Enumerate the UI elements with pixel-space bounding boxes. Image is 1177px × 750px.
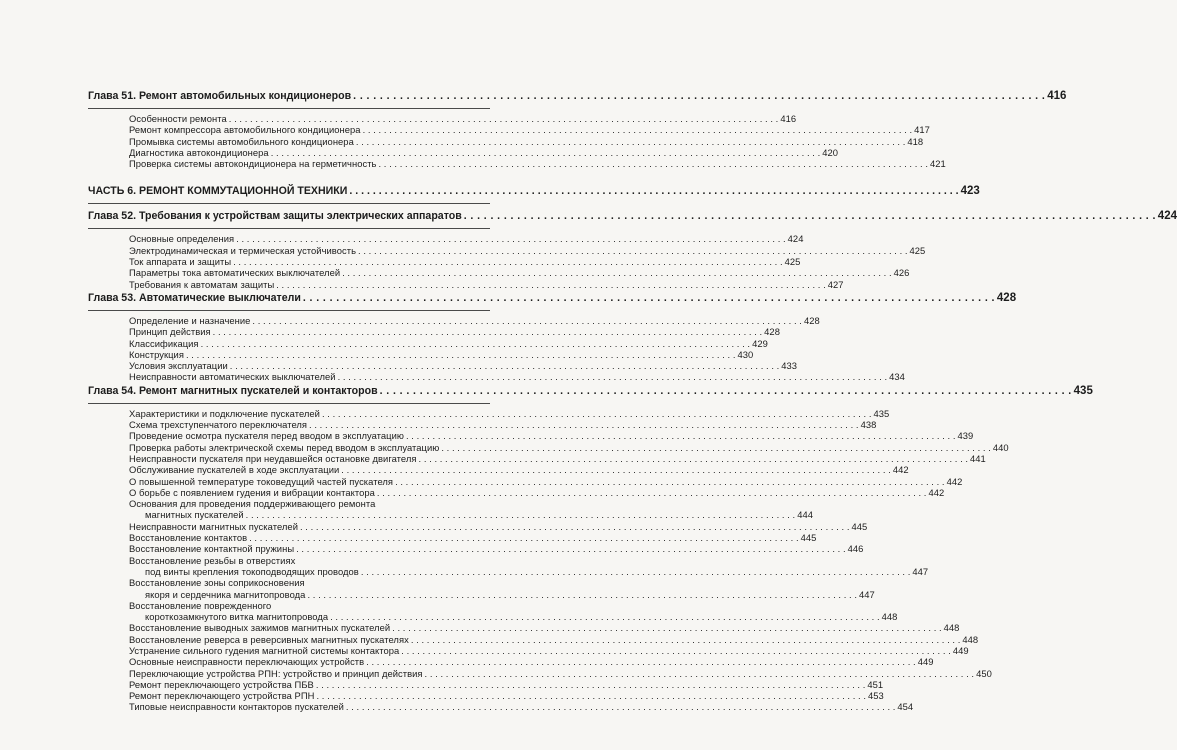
toc-entry[interactable]	[88, 371, 905, 383]
heading-title: Глава 52. Требования к устройствам защиты электрических аппаратов	[88, 210, 462, 223]
entry-title: под винты крепления токоподводящих проводов	[145, 565, 359, 577]
divider	[88, 310, 490, 311]
toc-entry[interactable]	[88, 158, 946, 170]
page-number: 446	[847, 543, 864, 555]
divider	[88, 228, 490, 229]
dot-leader	[380, 383, 1072, 400]
toc-entry[interactable]	[88, 543, 864, 555]
dot-leader	[358, 245, 908, 256]
page-number: 450	[976, 667, 992, 679]
divider	[88, 108, 490, 109]
page-number: 429	[752, 337, 768, 349]
toc-entry[interactable]	[88, 124, 930, 136]
entry-title: Основные определения	[129, 233, 235, 245]
dot-leader	[252, 315, 802, 326]
toc-entry[interactable]	[88, 464, 909, 476]
toc-entry[interactable]	[88, 278, 844, 290]
entry-title: Схема трехступенчатого переключателя	[129, 419, 308, 431]
dot-leader	[377, 487, 927, 498]
page-number: 428	[764, 326, 780, 338]
page-number: 448	[881, 611, 898, 623]
toc-entry[interactable]	[88, 452, 986, 464]
page-number: 433	[781, 360, 798, 372]
page-number: 439	[957, 430, 974, 442]
dot-leader	[425, 668, 975, 679]
heading-title: Глава 53. Автоматические выключатели	[88, 291, 301, 304]
dot-leader	[233, 256, 783, 267]
toc-entry[interactable]	[88, 532, 817, 544]
entry-title: Основания для проведения поддерживающего ремонта	[129, 498, 376, 510]
entry-title: Особенности ремонта	[129, 113, 227, 124]
entry-title: Проверка системы автокондиционера на герметичность	[129, 158, 377, 170]
dot-leader	[271, 147, 821, 158]
entry-title: Основные неисправности переключающих устройств	[129, 656, 365, 668]
dot-leader	[401, 645, 951, 656]
toc-entry[interactable]	[88, 678, 884, 690]
dot-leader	[316, 679, 866, 690]
dot-leader	[419, 453, 969, 464]
toc-entry[interactable]	[88, 520, 868, 532]
toc-entry[interactable]	[88, 135, 924, 147]
entry-title: Характеристики и подключение пускателей	[129, 407, 320, 419]
dot-leader	[363, 124, 913, 135]
entry-title: Восстановление контактов	[129, 532, 248, 544]
dot-leader	[249, 532, 799, 543]
dot-leader	[349, 183, 958, 200]
page-number: 440	[992, 441, 1009, 453]
toc-entry[interactable]	[88, 419, 877, 431]
dot-leader	[276, 279, 826, 290]
page-number: 442	[946, 475, 963, 487]
entry-title: Электродинамическая и термическая устойчивость	[129, 244, 357, 256]
page-number: 420	[822, 146, 839, 158]
entry-title: Неисправности магнитных пускателей	[129, 520, 298, 532]
dot-leader	[392, 622, 942, 633]
entry-title: Проверка работы электрической схемы перед вводом в эксплуатацию	[129, 441, 440, 453]
toc-entry[interactable]	[88, 633, 979, 645]
page-number: 447	[912, 565, 929, 577]
page-number: 434	[889, 371, 905, 383]
page-number: 416	[1047, 90, 1067, 102]
page-number: 449	[952, 644, 969, 656]
entry-title: Ток аппарата и защиты	[129, 256, 232, 268]
entry-title: Параметры тока автоматических выключателей	[129, 267, 341, 279]
toc-entry[interactable]	[88, 244, 926, 256]
divider	[88, 403, 490, 404]
dot-leader	[356, 136, 906, 147]
page-number: 451	[867, 678, 884, 690]
toc-entry[interactable]	[88, 146, 839, 158]
entry-title: Требования к автоматам защиты	[129, 278, 275, 290]
page-number: 441	[970, 452, 986, 464]
entry-title: Неисправности автоматических выключателей	[129, 371, 336, 383]
page-number: 424	[1157, 210, 1177, 223]
entry-title: Неисправности пускателя при неудавшейся остановке двигателя	[129, 452, 417, 464]
dot-leader	[341, 464, 891, 475]
entry-title: О повышенной температуре токоведущий частей пускателя	[129, 475, 394, 487]
heading-title: Глава 54. Ремонт магнитных пускателей и контакторов	[88, 384, 378, 397]
dot-leader	[342, 267, 892, 278]
toc-entry[interactable]	[88, 622, 960, 634]
page-number: 442	[892, 464, 909, 476]
toc-entry[interactable]	[88, 555, 490, 566]
dot-leader	[441, 442, 991, 453]
entry-title: Обслуживание пускателей в ходе эксплуатации	[129, 464, 340, 476]
toc-entry[interactable]	[88, 441, 1009, 453]
entry-title: Ремонт переключающего устройства ПБВ	[129, 678, 314, 690]
entry-title: якоря и сердечника магнитопровода	[145, 588, 306, 600]
page-number: 428	[996, 291, 1017, 304]
chapter-heading[interactable]	[88, 208, 1177, 225]
page-number: 430	[737, 348, 754, 360]
toc-entry[interactable]	[88, 509, 813, 521]
entry-title: Условия эксплуатации	[129, 360, 228, 372]
page-number: 445	[851, 520, 868, 532]
toc-entry[interactable]	[88, 348, 754, 360]
dot-leader	[230, 360, 780, 371]
page-number: 435	[1073, 384, 1093, 397]
page-number: 449	[917, 656, 934, 668]
entry-title: Восстановление резьбы в отверстиях	[129, 554, 296, 566]
toc-entry[interactable]	[88, 565, 929, 577]
toc-entry[interactable]	[88, 611, 898, 623]
toc-entry[interactable]	[88, 588, 875, 600]
dot-leader	[366, 656, 916, 667]
toc-entry[interactable]	[88, 314, 820, 326]
dot-leader	[229, 113, 779, 124]
page-number: 427	[827, 278, 844, 290]
entry-title: Восстановление контактной пружины	[129, 543, 295, 555]
entry-title: Классификация	[129, 337, 199, 349]
toc-entry[interactable]	[88, 498, 490, 509]
toc-entry[interactable]	[88, 475, 963, 487]
page-number: 428	[803, 314, 820, 326]
page-number: 435	[873, 407, 890, 419]
toc-entry[interactable]	[88, 113, 797, 124]
toc-entry[interactable]	[88, 486, 945, 498]
entry-title: Определение и назначение	[129, 314, 251, 326]
entry-title: Диагностика автокондиционера	[129, 146, 269, 158]
part-heading[interactable]	[88, 183, 980, 200]
page-number: 438	[860, 419, 877, 431]
divider	[88, 203, 490, 204]
chapter-heading[interactable]	[88, 290, 1017, 307]
dot-leader	[353, 88, 1045, 105]
dot-leader	[464, 208, 1156, 225]
dot-leader	[361, 566, 911, 577]
dot-leader	[406, 430, 956, 441]
page-number: 418	[907, 135, 924, 147]
toc-entry[interactable]	[88, 600, 490, 611]
toc-entry[interactable]	[88, 656, 934, 668]
entry-title: Ремонт компрессора автомобильного кондиционера	[129, 124, 361, 136]
dot-leader	[411, 634, 961, 645]
entry-title: Восстановление поврежденного	[129, 599, 272, 611]
entry-title: Восстановление реверса в реверсивных магнитных пускателях	[129, 633, 409, 645]
toc-entry[interactable]	[88, 430, 974, 442]
page-number: 453	[867, 690, 884, 702]
page-number: 444	[797, 509, 813, 521]
toc-entry[interactable]	[88, 701, 914, 713]
dot-leader	[346, 701, 896, 712]
page-number: 442	[928, 486, 945, 498]
dot-leader	[236, 233, 786, 244]
entry-title: Промывка системы автомобильного кондиционера	[129, 135, 354, 147]
dot-leader	[395, 476, 945, 487]
dot-leader	[246, 509, 796, 520]
entry-title: Переключающие устройства РПН: устройство и принцип действия	[129, 667, 423, 679]
toc-entry[interactable]	[88, 267, 910, 279]
entry-title: короткозамкнутого витка магнитопровода	[145, 611, 329, 623]
entry-title: Ремонт переключающего устройства РПН	[129, 690, 315, 702]
toc-entry[interactable]	[88, 326, 780, 338]
entry-title: Проведение осмотра пускателя перед вводом в эксплуатацию	[129, 430, 404, 442]
toc-entry[interactable]	[88, 407, 890, 419]
dot-leader	[296, 543, 846, 554]
entry-title: Принцип действия	[129, 326, 211, 338]
dot-leader	[213, 326, 763, 337]
entry-title: Восстановление выводных зажимов магнитных пускателей	[129, 622, 391, 634]
toc-entry[interactable]	[88, 256, 801, 268]
dot-leader	[338, 371, 888, 382]
dot-leader	[307, 589, 857, 600]
page-number: 417	[914, 124, 930, 136]
entry-title: магнитных пускателей	[145, 509, 244, 521]
toc-entry[interactable]	[88, 690, 884, 702]
dot-leader	[330, 611, 880, 622]
toc-entry[interactable]	[88, 233, 804, 245]
table-of-contents	[88, 88, 1177, 713]
toc-entry[interactable]	[88, 644, 969, 656]
entry-title: Восстановление зоны соприкосновения	[129, 577, 305, 589]
page-number: 421	[930, 158, 946, 170]
page-number: 448	[962, 633, 979, 645]
entry-title: Типовые неисправности контакторов пускателей	[129, 701, 344, 713]
toc-entry[interactable]	[88, 667, 992, 679]
dot-leader	[201, 338, 751, 349]
entry-title: Конструкция	[129, 348, 184, 360]
page-number: 447	[858, 588, 875, 600]
page-number: 445	[800, 532, 817, 544]
entry-title: О борьбе с появлением гудения и вибрации контактора	[129, 486, 375, 498]
dot-leader	[309, 419, 859, 430]
toc-entry[interactable]	[88, 360, 798, 372]
page-number: 416	[780, 113, 797, 124]
page-number: 448	[943, 622, 960, 634]
page-number: 454	[897, 701, 914, 713]
dot-leader	[303, 290, 995, 307]
dot-leader	[379, 158, 929, 169]
heading-title: ЧАСТЬ 6. РЕМОНТ КОММУТАЦИОННОЙ ТЕХНИКИ	[88, 185, 348, 198]
page-number: 426	[893, 267, 910, 279]
page-number: 424	[787, 233, 804, 245]
entry-title: Устранение сильного гудения магнитной системы контактора	[129, 644, 400, 656]
page-number: 425	[784, 256, 801, 268]
dot-leader	[300, 521, 850, 532]
chapter-heading[interactable]	[88, 383, 1093, 400]
dot-leader	[316, 690, 866, 701]
toc-entry[interactable]	[88, 337, 768, 349]
heading-title: Глава 51. Ремонт автомобильных кондиционеров	[88, 90, 352, 102]
dot-leader	[186, 349, 736, 360]
toc-entry[interactable]	[88, 577, 490, 588]
chapter-heading[interactable]	[88, 88, 1067, 105]
page-number: 425	[909, 244, 926, 256]
page-number: 423	[960, 185, 980, 198]
dot-leader	[322, 408, 872, 419]
